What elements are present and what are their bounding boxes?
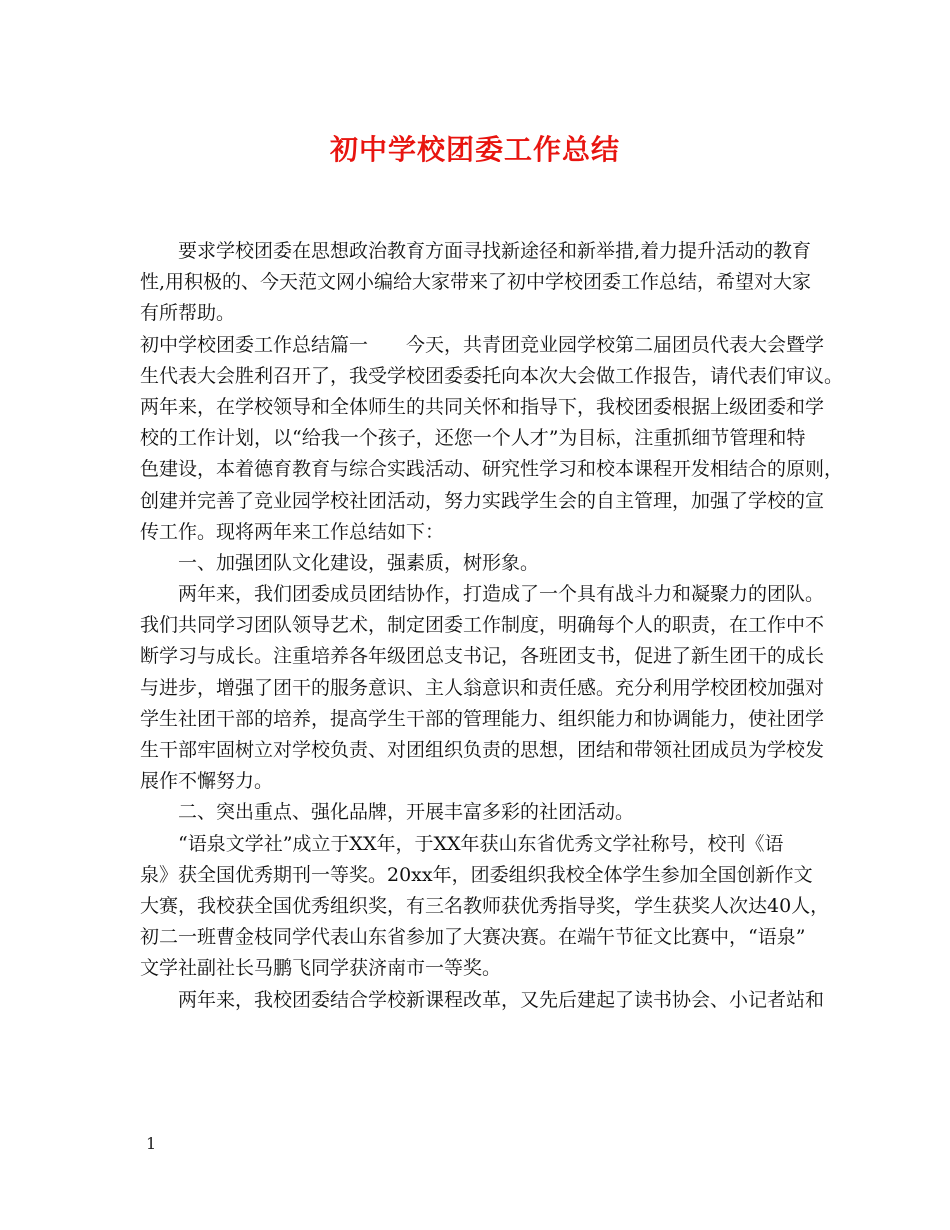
document-title: 初中学校团委工作总结 <box>329 133 620 166</box>
body-text-line: 初二一班曹金枝同学代表山东省参加了大赛决赛。在端午节征文比赛中，“语泉” <box>140 926 806 949</box>
body-text-line: 大赛，我校获全国优秀组织奖，有三名教师获优秀指导奖，学生获奖人次达40人， <box>140 894 830 917</box>
body-text-line: 传工作。现将两年来工作总结如下： <box>140 520 445 543</box>
body-text-line: 二、突出重点、强化品牌，开展丰富多彩的社团活动。 <box>140 801 635 824</box>
body-text-line: 与进步，增强了团干的服务意识、主人翁意识和责任感。充分利用学校团校加强对 <box>140 676 825 699</box>
body-text-line: 泉》获全国优秀期刊一等奖。20xx年，团委组织我校全体学生参加全国创新作文 <box>140 863 813 886</box>
body-text-line: 两年来，我校团委结合学校新课程改革，又先后建起了读书协会、小记者站和 <box>140 988 825 1011</box>
body-text-line: 校的工作计划，以“给我一个孩子，还您一个人才”为目标，注重抓细节管理和特 <box>140 427 806 450</box>
body-text-line: 色建设，本着德育教育与综合实践活动、研究性学习和校本课程开发相结合的原则， <box>140 458 844 481</box>
page-number: 1 <box>146 1134 157 1153</box>
body-text-line: 展作不懈努力。 <box>140 770 274 793</box>
body-text-line: 生干部牢固树立对学校负责、对团组织负责的思想，团结和带领社团成员为学校发 <box>140 739 825 761</box>
body-text-line: 两年来，我们团委成员团结协作，打造成了一个具有战斗力和凝聚力的团队。 <box>140 583 825 606</box>
body-text-line: 文学社副社长马鹏飞同学获济南市一等奖。 <box>140 957 502 980</box>
body-text-line: 生代表大会胜利召开了，我受学校团委委托向本次大会做工作报告，请代表们审议。 <box>140 364 844 387</box>
document-body <box>140 236 844 1016</box>
body-text-line: 两年来，在学校领导和全体师生的共同关怀和指导下，我校团委根据上级团委和学 <box>140 395 825 418</box>
body-text-line: 有所帮助。 <box>140 302 236 325</box>
body-text-line: 要求学校团委在思想政治教育方面寻找新途径和新举措,着力提升活动的教育 <box>140 240 812 262</box>
body-text-line: 学生社团干部的培养，提高学生干部的管理能力、组织能力和协调能力，使社团学 <box>140 707 825 730</box>
body-text-line: 性,用积极的、今天范文网小编给大家带来了初中学校团委工作总结，希望对大家 <box>140 271 812 294</box>
body-text-line: 创建并完善了竞业园学校社团活动，努力实践学生会的自主管理，加强了学校的宣 <box>140 489 825 512</box>
body-text-line: 初中学校团委工作总结篇一 今天，共青团竞业园学校第二届团员代表大会暨学 <box>140 333 825 356</box>
body-text-line: “语泉文学社”成立于XX年，于XX年获山东省优秀文学社称号，校刊《语 <box>140 832 784 855</box>
body-text-line: 一、加强团队文化建设，强素质，树形象。 <box>140 551 540 574</box>
body-text-line: 我们共同学习团队领导艺术，制定团委工作制度，明确每个人的职责，在工作中不 <box>140 614 825 637</box>
body-text-line: 断学习与成长。注重培养各年级团总支书记，各班团支书，促进了新生团干的成长 <box>140 645 825 668</box>
